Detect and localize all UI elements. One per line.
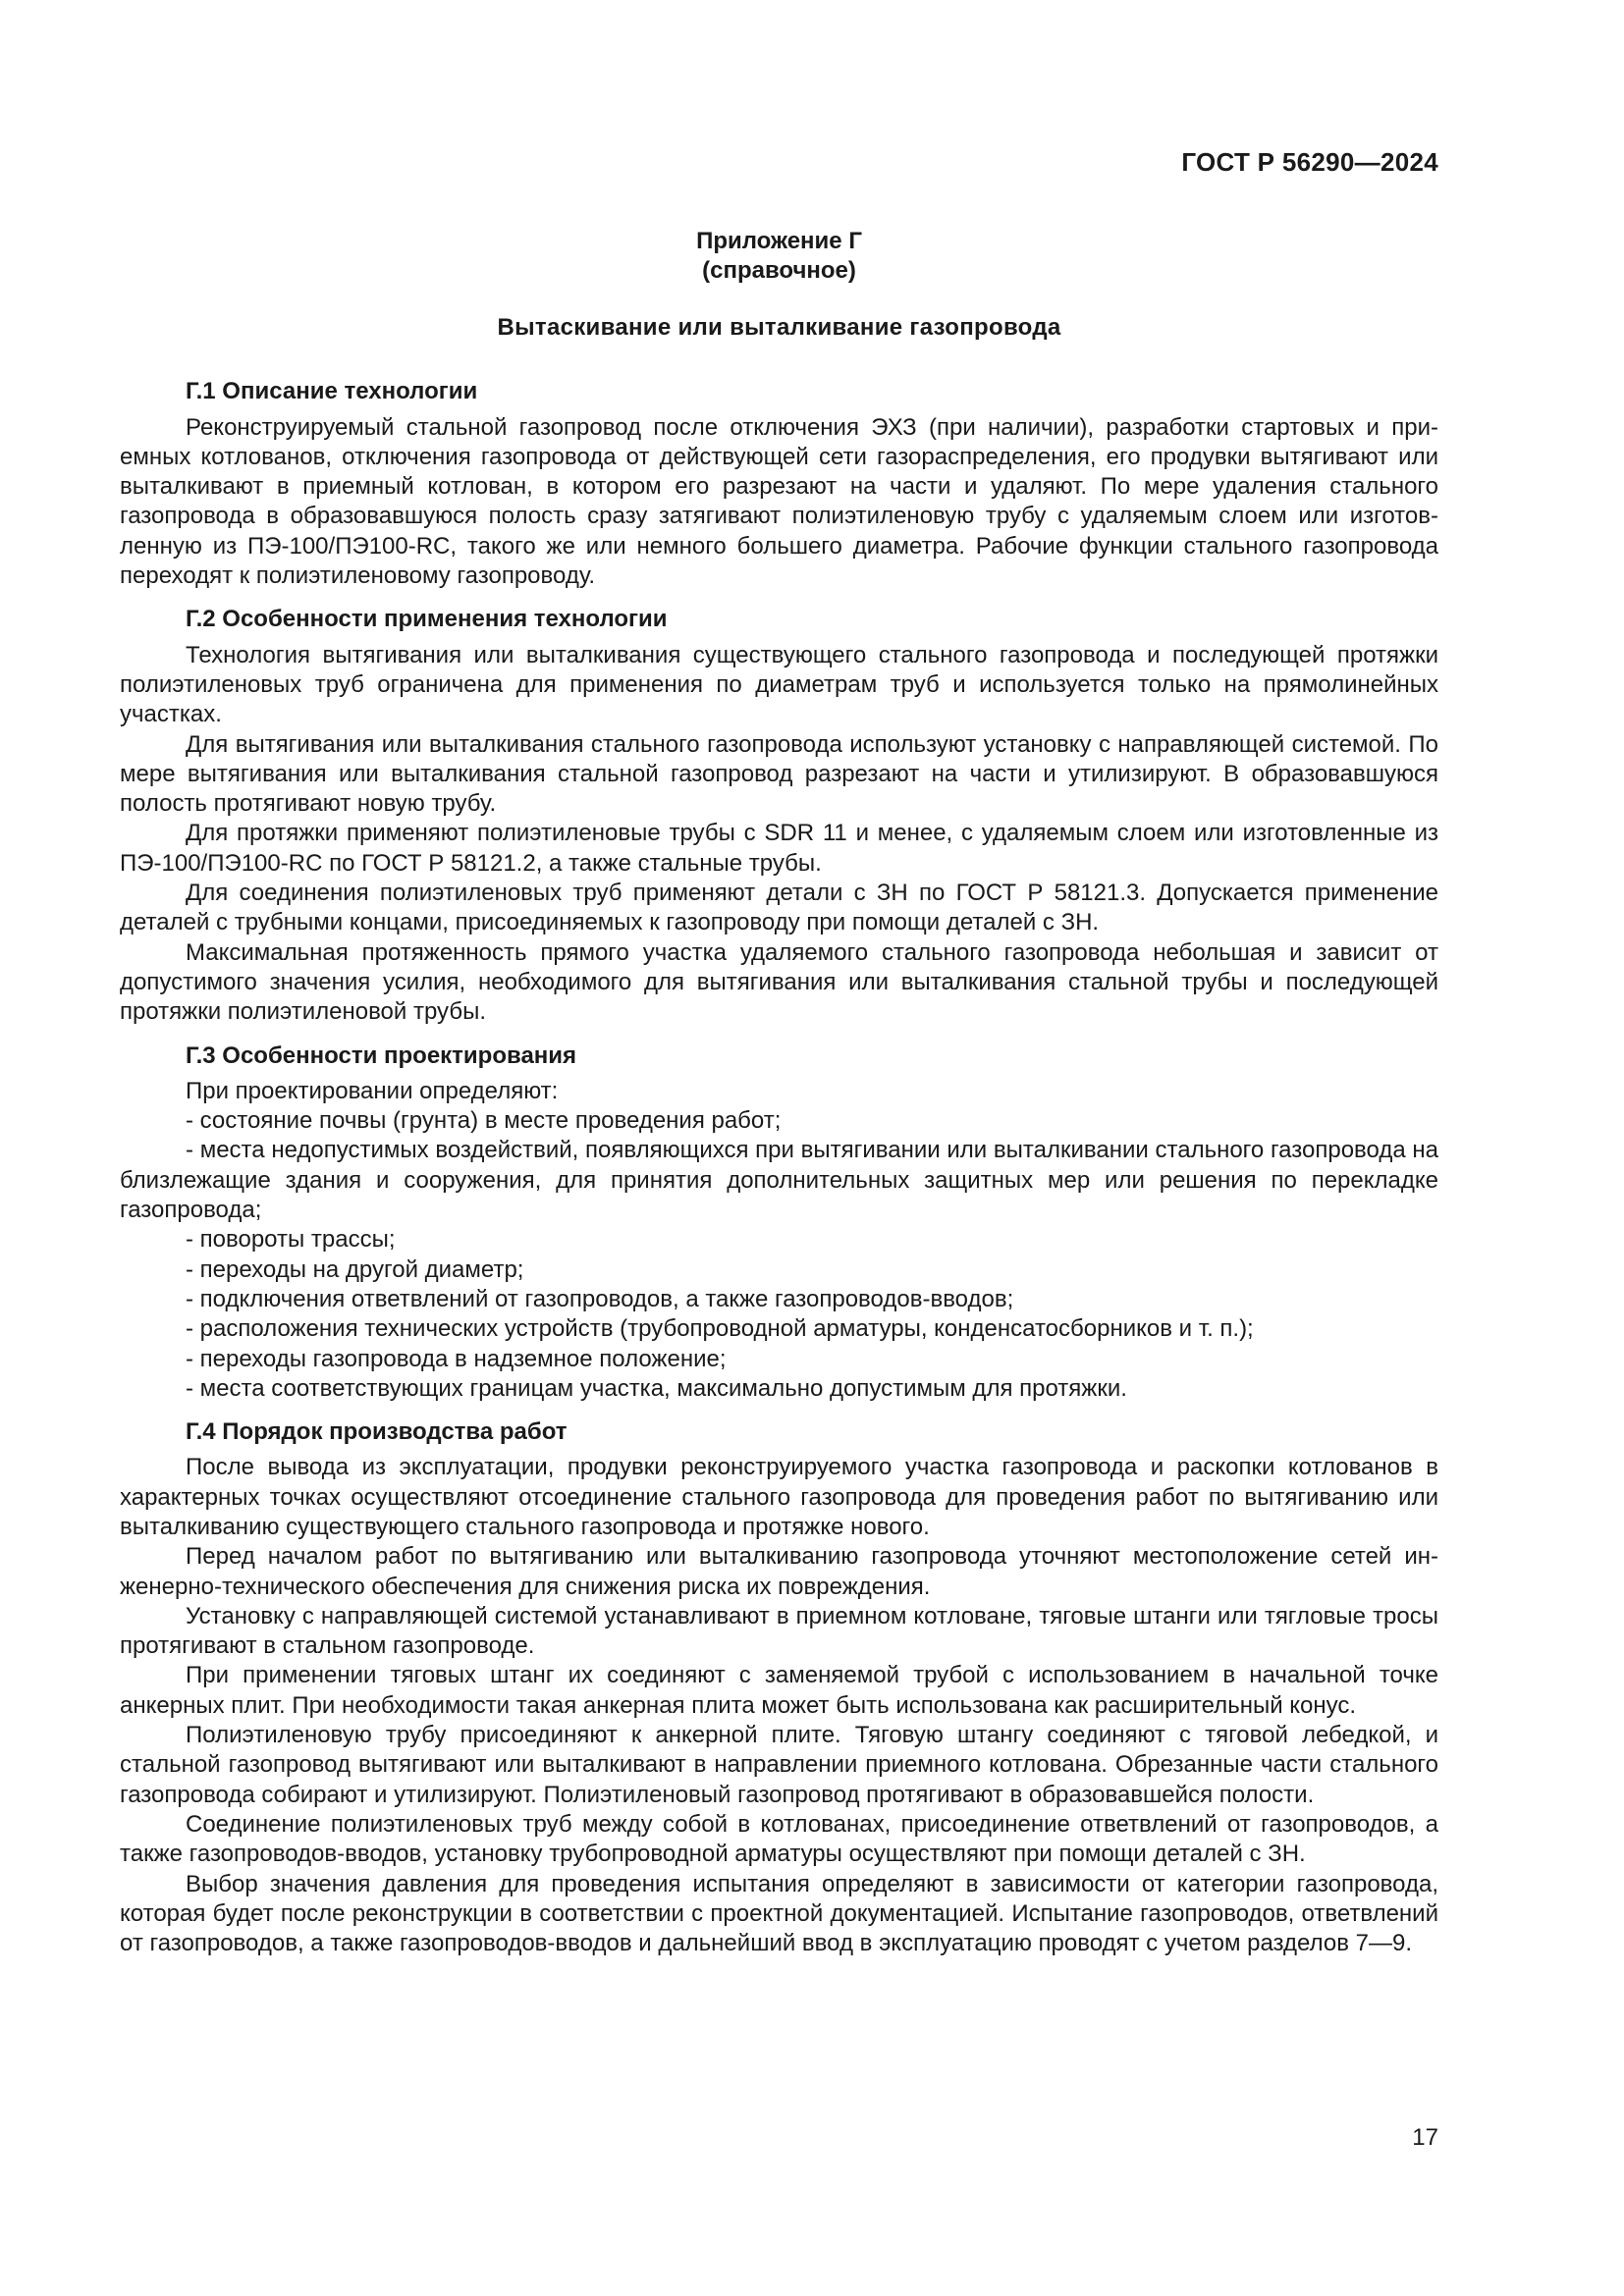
- paragraph: После вывода из эксплуатации, продувки реконструируемого участка газопровода и раскопки котлованов в характерных точках осуществляют отсоединение стального газопровода для проведения работ по вытягиванию или выталкиванию существующего стального газопровода и протяжке нового.: [120, 1454, 1438, 1540]
- section-heading-g3: Г.3 Особенности проектирования: [186, 1041, 577, 1069]
- list-item: - расположения технических устройств (трубопроводной арматуры, конденсатосборников и т. п.);: [186, 1315, 1254, 1343]
- paragraph: Максимальная протяженность прямого участка удаляемого стального газопровода небольшая и зависит от допустимого значения усилия, необходимого для вытягивания или выталкивания стальной трубы и последующей протяжки полиэтиленовой трубы.: [120, 938, 1438, 1026]
- list-item: - подключения ответвлений от газопроводов, а также газопроводов-вводов;: [186, 1285, 1014, 1312]
- annex-heading: [120, 227, 1438, 286]
- paragraph: Соединение полиэтиленовых труб между собой в котлованах, присоединение ответвлений от газопроводов, а также газопроводов-вводов, установку трубопроводной арматуры осуществляют при помощи деталей с ЗН.: [120, 1810, 1438, 1868]
- paragraph: Установку с направляющей системой устанавливают в приемном котловане, тяговые штанги или тягловые тросы протягивают в стальном газопроводе.: [120, 1602, 1438, 1660]
- paragraph: При проектировании определяют:: [186, 1077, 559, 1104]
- page-number: 17: [1412, 2124, 1438, 2151]
- document-code: ГОСТ Р 56290—2024: [1181, 147, 1438, 177]
- list-item: - повороты трассы;: [186, 1226, 396, 1254]
- paragraph: Для соединения полиэтиленовых труб применяют детали с ЗН по ГОСТ Р 58121.3. Допускается применение деталей с трубными концами, присоединяемых к газопроводу при помощи деталей с ЗН.: [120, 880, 1438, 936]
- paragraph: Для протяжки применяют полиэтиленовые трубы с SDR 11 и менее, с удаляемым слоем или изготовленные из ПЭ-100/ПЭ100-RC по ГОСТ Р 58121.2, а также стальные трубы.: [120, 820, 1438, 877]
- list-item: - переходы газопровода в надземное положение;: [186, 1345, 727, 1372]
- page-body: [120, 147, 1438, 1958]
- section-heading-g4: Г.4 Порядок производства работ: [186, 1418, 568, 1446]
- list-item: - места соответствующих границам участка, максимально допустимым для протяжки.: [186, 1374, 1127, 1402]
- section-heading-g2: Г.2 Особенности применения технологии: [186, 606, 668, 633]
- paragraph: При применении тяговых штанг их соединяют с заменяемой трубой с использованием в начальной точке анкерных плит. При необходимости такая анкерная плита может быть использована как расширительный конус.: [120, 1662, 1438, 1719]
- annex-title: Вытаскивание или выталкивание газопровода: [497, 314, 1061, 341]
- list-item: - состояние почвы (грунта) в месте проведения работ;: [186, 1107, 782, 1135]
- annex-label: Приложение Г: [696, 228, 862, 254]
- annex-kind: (справочное): [702, 257, 856, 284]
- section-heading-g1: Г.1 Описание технологии: [186, 378, 478, 405]
- list-item: - места недопустимых воздействий, появляющихся при вытягивании или выталкивании стального газопровода на близлежащие здания и сооружения, для принятия дополнительных защитных мер или решения по перекладке газопровода;: [120, 1137, 1438, 1224]
- paragraph: Технология вытягивания или выталкивания существующего стального газопровода и последующей протяжки полиэтиленовых труб ограничена для применения по диаметрам труб и используется только на прямолинейных участках.: [120, 641, 1438, 728]
- paragraph: Для вытягивания или выталкивания стального газопровода используют установку с направляющей системой. По мере вытягивания или выталкивания стальной газопровод разрезают на части и утилизируют. В образовавшуюся полость протягивают новую трубу.: [120, 730, 1438, 818]
- paragraph: Реконструируемый стальной газопровод после отключения ЭХЗ (при наличии), разработки стартовых и приемных котлованов, отключения газопровода от действующей сети газораспределения, его продувки вытягивают или выталкивают в приемный котлован, в котором его разрезают на части и удаляют. По мере удаления стального газопровода в образовавшуюся полость сразу затягивают полиэтиленовую трубу с удаляемым слоем или изготовленную из ПЭ-100/ПЭ100-RC, такого же или немного большего диаметра. Рабочие функции стального газопровода переходят к полиэтиленовому газопроводу.: [120, 413, 1438, 590]
- paragraph: Перед началом работ по вытягиванию или выталкиванию газопровода уточняют местоположение сетей инженерно-технического обеспечения для снижения риска их повреждения.: [120, 1543, 1438, 1600]
- paragraph: Выбор значения давления для проведения испытания определяют в зависимости от категории газопровода, которая будет после реконструкции в соответствии с проектной документацией. Испытание газопроводов, ответвлений от газопроводов, а также газопроводов-вводов и дальнейший ввод в эксплуатацию проводят с учетом разделов 7—9.: [120, 1870, 1438, 1957]
- paragraph: Полиэтиленовую трубу присоединяют к анкерной плите. Тяговую штангу соединяют с тяговой лебедкой, и стальной газопровод вытягивают или выталкивают в направлении приемного котлована. Обрезанные части стального газопровода собирают и утилизируют. Полиэтиленовый газопровод протягивают в образовавшейся полости.: [120, 1722, 1438, 1808]
- list-item: - переходы на другой диаметр;: [186, 1255, 524, 1283]
